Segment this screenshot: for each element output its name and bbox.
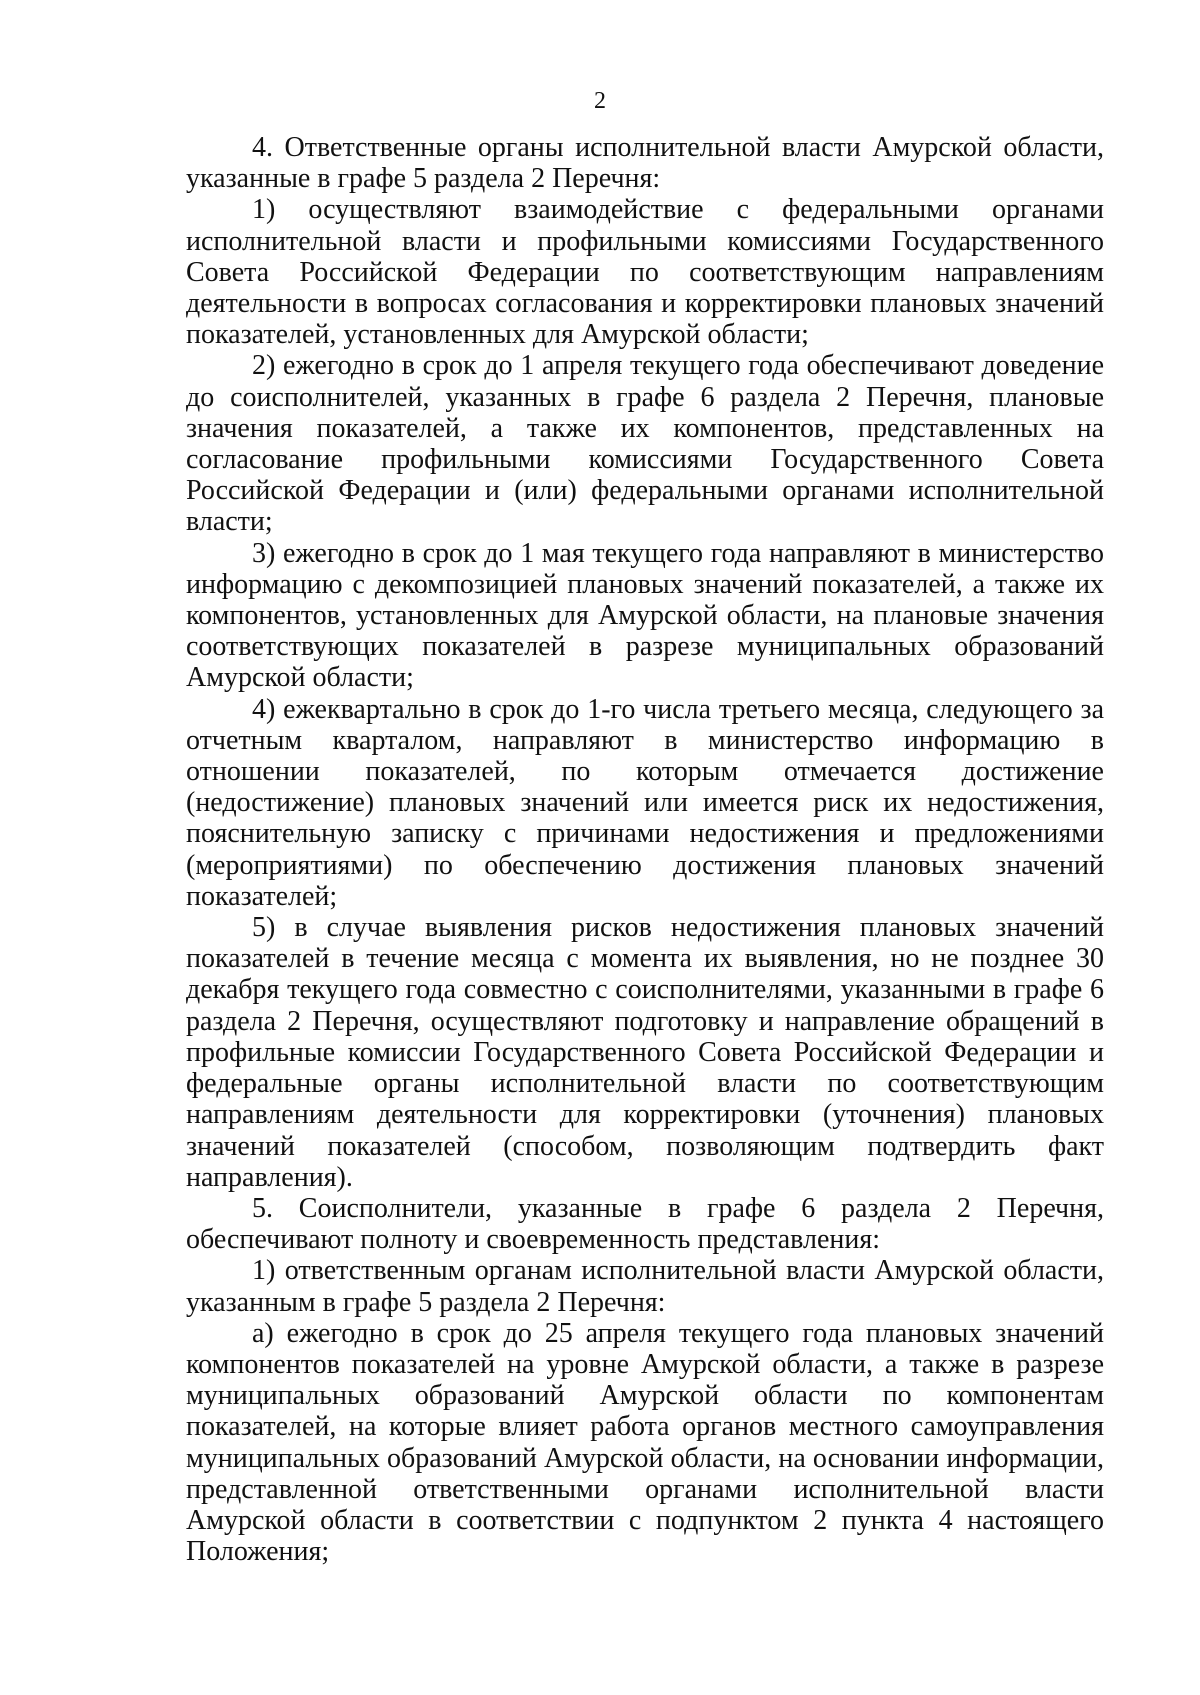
page-number: 2: [594, 88, 606, 114]
document-body: [186, 132, 1104, 1567]
paragraph-item-4: 4. Ответственные органы исполнительной власти Амурской области, указанные в графе 5 раздела 2 Перечня:: [186, 132, 1104, 195]
paragraph-subitem-4-4: 4) ежеквартально в срок до 1-го числа третьего месяца, следующего за отчетным кварталом, направляют в министерство информацию в отношении показателей, по которым отмечается достижение (недостижение) плановых значений или имеется риск их недостижения, пояснительную записку с причинами недостижения и предложениями (мероприятиями) по обеспечению достижения плановых значений показателей;: [186, 693, 1104, 912]
paragraph-subitem-4-1: 1) осуществляют взаимодействие с федеральными органами исполнительной власти и профильными комиссиями Государственного Совета Российской Федерации по соответствующим направлениям деятельности в вопросах согласования и корректировки плановых значений показателей, установленных для Амурской области;: [186, 194, 1104, 351]
paragraph-subitem-4-5: 5) в случае выявления рисков недостижения плановых значений показателей в течение месяца с момента их выявления, но не позднее 30 декабря текущего года совместно с соисполнителями, указанными в графе 6 раздела 2 Перечня, осуществляют подготовку и направление обращений в профильные комиссии Государственного Совета Российской Федерации и федеральные органы исполнительной власти по соответствующим направлениям деятельности для корректировки (уточнения) плановых значений показателей (способом, позволяющим подтвердить факт направления).: [186, 912, 1104, 1193]
paragraph-subitem-5-1-a: а) ежегодно в срок до 25 апреля текущего года плановых значений компонентов показателей на уровне Амурской области, а также в разрезе муниципальных образований Амурской области по компонентам показателей, на которые влияет работа органов местного самоуправления муниципальных образований Амурской области, на основании информации, представленной ответственными органами исполнительной власти Амурской области в соответствии с подпунктом 2 пункта 4 настоящего Положения;: [186, 1317, 1104, 1568]
paragraph-subitem-5-1: 1) ответственным органам исполнительной власти Амурской области, указанным в графе 5 раздела 2 Перечня:: [186, 1255, 1104, 1318]
paragraph-subitem-4-3: 3) ежегодно в срок до 1 мая текущего года направляют в министерство информацию с декомпозицией плановых значений показателей, а также их компонентов, установленных для Амурской области, на плановые значения соответствующих показателей в разрезе муниципальных образований Амурской области;: [186, 537, 1104, 694]
paragraph-subitem-4-2: 2) ежегодно в срок до 1 апреля текущего года обеспечивают доведение до соисполнителей, указанных в графе 6 раздела 2 Перечня, плановые значения показателей, а также их компонентов, представленных на согласование профильными комиссиями Государственного Совета Российской Федерации и (или) федеральными органами исполнительной власти;: [186, 350, 1104, 538]
paragraph-item-5: 5. Соисполнители, указанные в графе 6 раздела 2 Перечня, обеспечивают полноту и своевременность представления:: [186, 1192, 1104, 1256]
